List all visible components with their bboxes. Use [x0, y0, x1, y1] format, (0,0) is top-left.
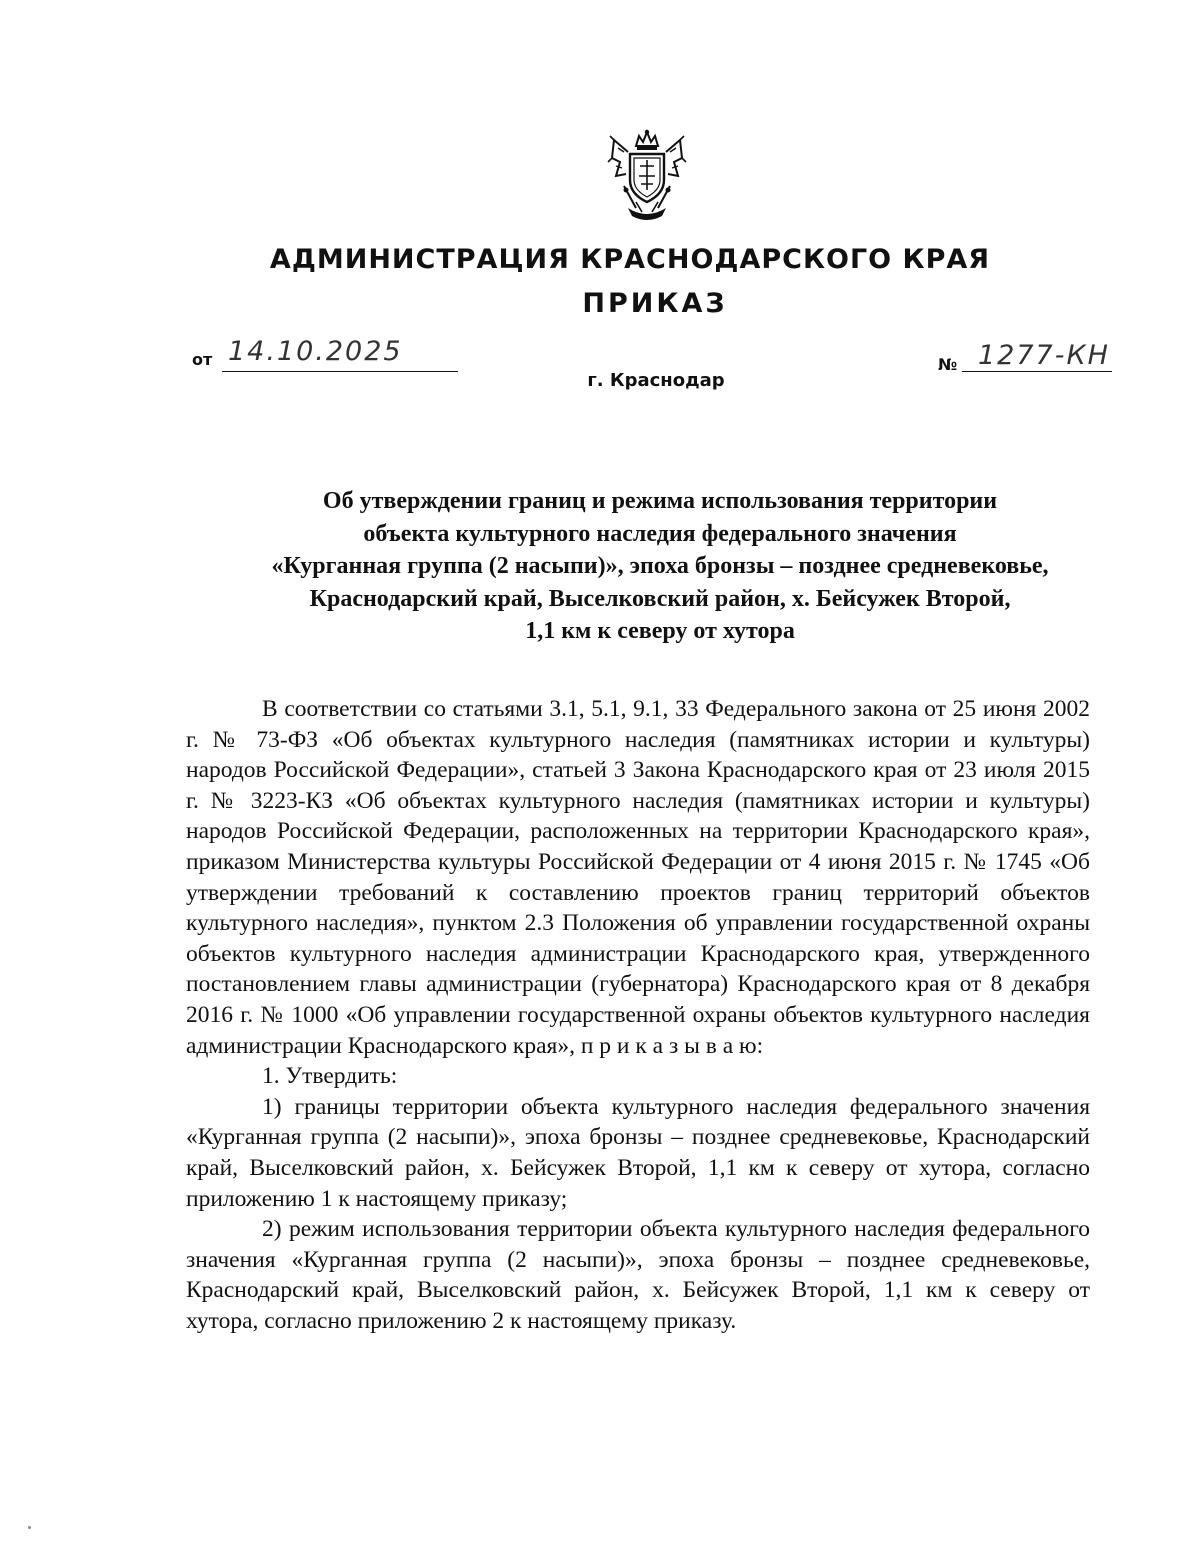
number-label: № [938, 355, 958, 374]
preamble-paragraph: В соответствии со статьями 3.1, 5.1, 9.1, 33 Федерального закона от 25 июня 2002 г. № 73-ФЗ «Об объектах культурного наследия (памятниках истории и культуры) народов Российской Федерации», статьей 3 Закона Краснодарского края от 23 июля 2015 г. № 3223-КЗ «Об объектах культурного наследия (памятниках истории и культуры) народов Российской Федерации, расположенных на территории Краснодарского края», приказом Министерства культуры Российской Федерации от 4 июня 2015 г. № 1745 «Об утверждении требований к составлению проектов границ территорий объектов культурного наследия», пунктом 2.3 Положения об управлении государственной охраны объектов культурного наследия администрации Краснодарского края, утвержденного постановлением главы администрации (губернатора) Краснодарского края от 8 декабря 2016 г. № 1000 «Об управлении государственной охраны объектов культурного наследия администрации Краснодарского края», п р и к а з ы в а ю: [186, 696, 1090, 1059]
item-1-heading: 1. Утвердить: [262, 1063, 398, 1090]
title-line: Об утверждении границ и режима использования территории [322, 488, 998, 514]
organization-name: АДМИНИСТРАЦИЯ КРАСНОДАРСКОГО КРАЯ [269, 244, 991, 275]
number-value: 1277-КН [978, 340, 1110, 371]
document-title [230, 485, 1090, 648]
date-value: 14.10.2025 [228, 336, 403, 367]
title-line: Краснодарский край, Выселковский район, х. Бейсужек Второй, [309, 585, 1011, 612]
scan-speck [28, 1526, 31, 1529]
document-type: ПРИКАЗ [582, 288, 728, 319]
item-1-1-paragraph: 1) границы территории объекта культурного наследия федерального значения «Курганная группа (2 насыпи)», эпоха бронзы – позднее средневековье, Краснодарский край, Выселковский район, х. Бейсужек Второй, 1,1 км к северу от хутора, согласно приложению 1 к настоящему приказу; [186, 1093, 1090, 1212]
title-line: 1,1 км к северу от хутора [525, 618, 795, 644]
document-body [186, 694, 1090, 1336]
title-line: «Курганная группа (2 насыпи)», эпоха бронзы – позднее средневековье, [271, 553, 1049, 579]
item-1-2-paragraph: 2) режим использования территории объекта культурного наследия федерального значения «Курганная группа (2 насыпи)», эпоха бронзы – позднее средневековье, Краснодарский край, Выселковский район, х. Бейсужек Второй, 1,1 км к северу от хутора, согласно приложению 2 к настоящему приказу. [186, 1216, 1090, 1334]
date-label: от [192, 350, 213, 369]
title-line: объекта культурного наследия федерального значения [363, 520, 957, 547]
city: г. Краснодар [587, 370, 725, 391]
coat-of-arms-icon [606, 128, 688, 224]
